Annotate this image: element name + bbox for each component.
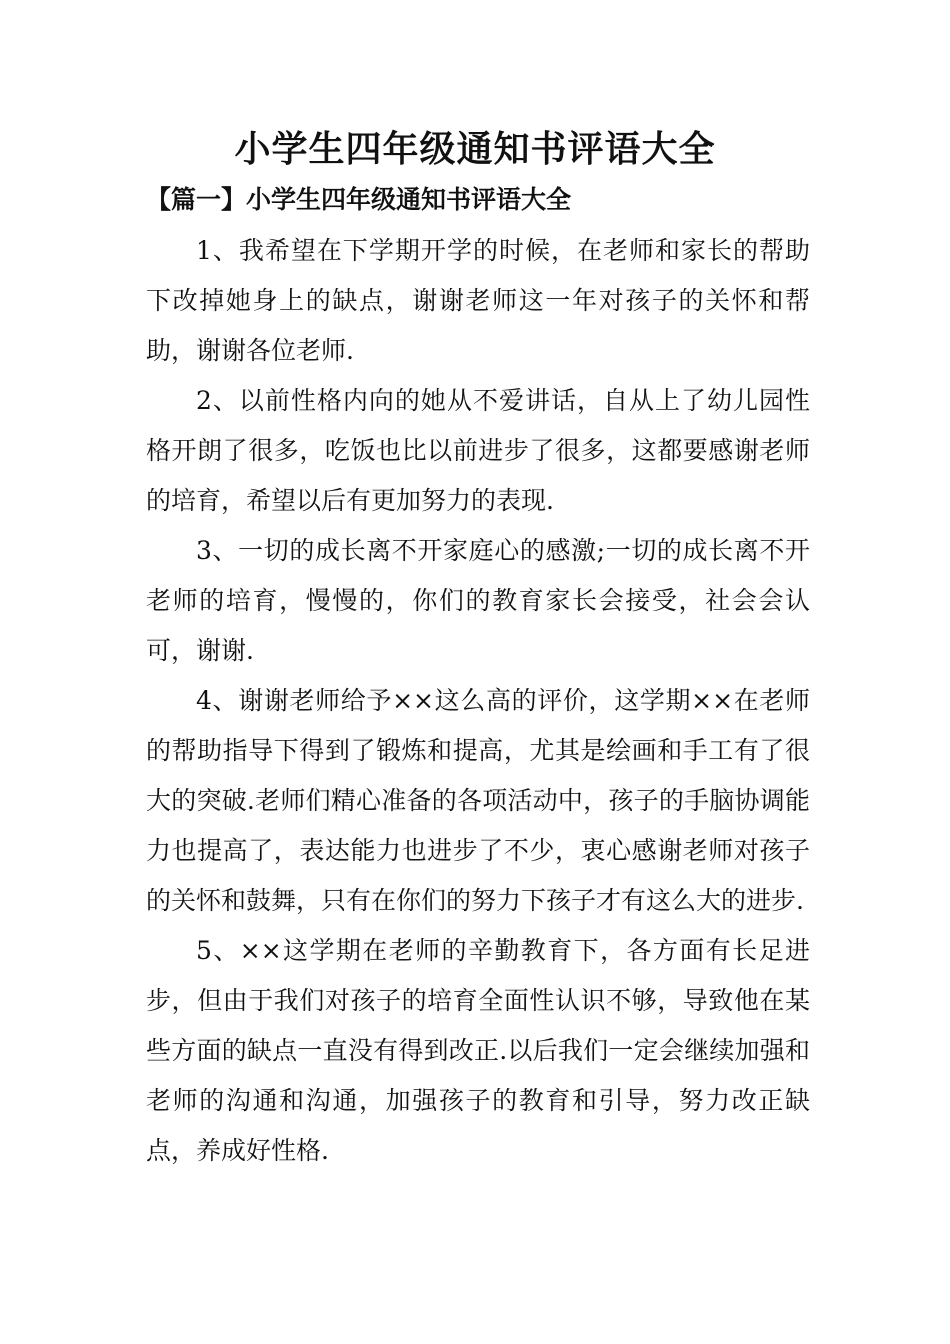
page-title: 小学生四年级通知书评语大全 xyxy=(234,128,716,170)
section-heading: 【篇一】小学生四年级通知书评语大全 xyxy=(146,185,572,214)
paragraph-3: 3、一切的成长离不开家庭心的感激;一切的成长离不开老师的培育，慢慢的，你们的教育家长会接受，社会会认可，谢谢. xyxy=(146,536,810,665)
paragraph-1: 1、我希望在下学期开学的时候，在老师和家长的帮助下改掉她身上的缺点，谢谢老师这一年对孩子的关怀和帮助，谢谢各位老师. xyxy=(146,236,810,365)
paragraph-2: 2、以前性格内向的她从不爱讲话，自从上了幼儿园性格开朗了很多，吃饭也比以前进步了很多，这都要感谢老师的培育，希望以后有更加努力的表现. xyxy=(146,386,810,515)
paragraph-5: 5、××这学期在老师的辛勤教育下，各方面有长足进步，但由于我们对孩子的培育全面性认识不够，导致他在某些方面的缺点一直没有得到改正.以后我们一定会继续加强和老师的沟通和沟通，加强孩子的教育和引导，努力改正缺点，养成好性格. xyxy=(146,936,810,1165)
document-body xyxy=(146,226,810,1176)
paragraph-4: 4、谢谢老师给予××这么高的评价，这学期××在老师的帮助指导下得到了锻炼和提高，尤其是绘画和手工有了很大的突破.老师们精心准备的各项活动中，孩子的手脑协调能力也提高了，表达能力也进步了不少，衷心感谢老师对孩子的关怀和鼓舞，只有在你们的努力下孩子才有这么大的进步. xyxy=(146,686,810,915)
